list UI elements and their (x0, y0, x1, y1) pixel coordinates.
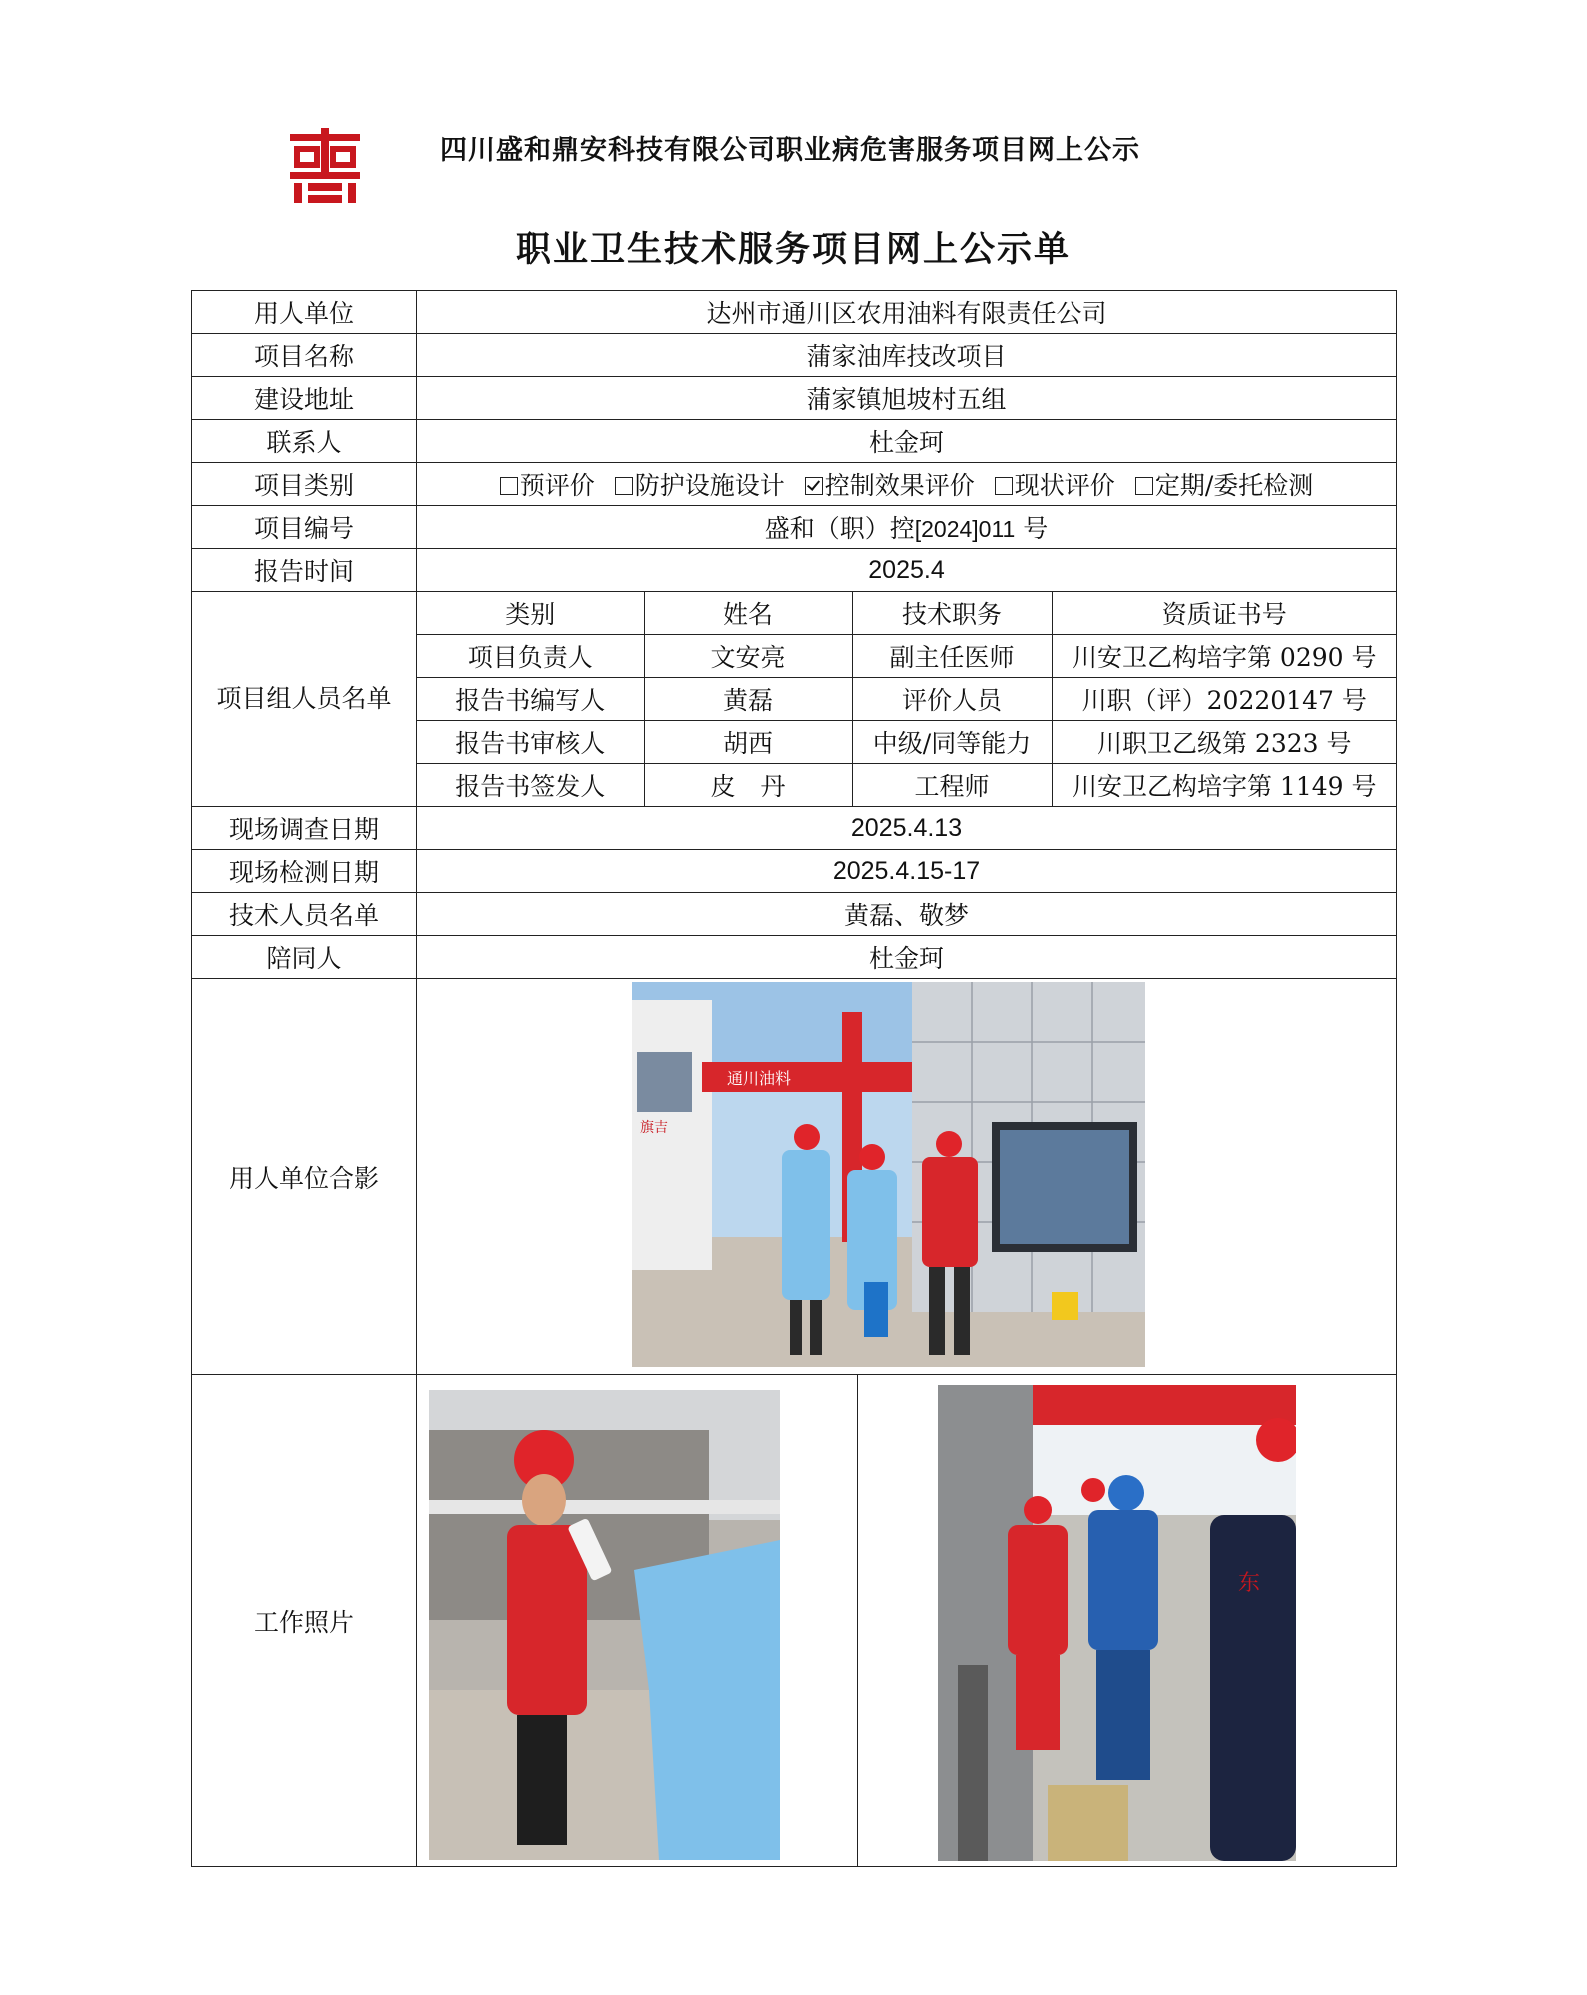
contact-value: 杜金珂 (417, 420, 1397, 463)
survey-date-value: 2025.4.13 (417, 807, 1397, 850)
row-project-name (192, 334, 1397, 377)
row-category (192, 463, 1397, 506)
team-name: 黄磊 (644, 678, 852, 721)
category-option[interactable]: 预评价 (500, 471, 595, 500)
project-name-value: 蒲家油库技改项目 (417, 334, 1397, 377)
tech-staff-label: 技术人员名单 (192, 893, 417, 936)
team-header-cell: 姓名 (644, 592, 852, 635)
team-header-row (417, 592, 1396, 635)
row-group-photo (192, 979, 1397, 1375)
team-title: 工程师 (852, 764, 1052, 807)
category-options (417, 463, 1397, 506)
team-name: 文安亮 (644, 635, 852, 678)
row-work-photo (192, 1375, 1397, 1867)
checkbox-icon[interactable] (500, 477, 518, 495)
team-title: 中级/同等能力 (852, 721, 1052, 764)
category-option[interactable]: 现状评价 (995, 471, 1115, 500)
checkbox-icon[interactable] (615, 477, 633, 495)
table-row (417, 721, 1396, 764)
photo-divider (857, 1375, 858, 1866)
team-name: 皮 丹 (644, 764, 852, 807)
station-sign-text: 通川油料 (727, 1069, 792, 1088)
category-option[interactable]: 定期/委托检测 (1135, 471, 1313, 500)
team-cert: 川安卫乙构培字第 0290 号 (1052, 635, 1396, 678)
row-survey-date (192, 807, 1397, 850)
category-label: 项目类别 (192, 463, 417, 506)
detect-date-value: 2025.4.15-17 (417, 850, 1397, 893)
category-option[interactable]: 防护设施设计 (615, 471, 785, 500)
work-photo-label: 工作照片 (192, 1375, 417, 1867)
work-photo-site-inspection (938, 1385, 1296, 1861)
row-tech-staff (192, 893, 1397, 936)
group-photo-label: 用人单位合影 (192, 979, 417, 1375)
address-value: 蒲家镇旭坡村五组 (417, 377, 1397, 420)
row-detect-date (192, 850, 1397, 893)
team-cert: 川职卫乙级第 2323 号 (1052, 721, 1396, 764)
report-time-label: 报告时间 (192, 549, 417, 592)
workwear-text: 东 (1238, 1571, 1261, 1596)
checkbox-icon[interactable] (1135, 477, 1153, 495)
tech-staff-value: 黄磊、敬梦 (417, 893, 1397, 936)
team-role: 报告书签发人 (417, 764, 644, 807)
document-title: 职业卫生技术服务项目网上公示单 (515, 229, 1071, 270)
row-escort (192, 936, 1397, 979)
row-employer (192, 291, 1397, 334)
team-header-cell: 类别 (417, 592, 644, 635)
team-role: 项目负责人 (417, 635, 644, 678)
row-team (192, 592, 1397, 807)
row-contact (192, 420, 1397, 463)
employer-value: 达州市通川区农用油料有限责任公司 (417, 291, 1397, 334)
project-name-label: 项目名称 (192, 334, 417, 377)
employer-label: 用人单位 (192, 291, 417, 334)
checkbox-icon[interactable] (995, 477, 1013, 495)
contact-label: 联系人 (192, 420, 417, 463)
team-role: 报告书编写人 (417, 678, 644, 721)
project-no-value: 盛和（职）控[2024]011 号 (417, 506, 1397, 549)
row-report-time (192, 549, 1397, 592)
detect-date-label: 现场检测日期 (192, 850, 417, 893)
table-row (417, 635, 1396, 678)
address-label: 建设地址 (192, 377, 417, 420)
team-label: 项目组人员名单 (192, 592, 417, 807)
team-name: 胡西 (644, 721, 852, 764)
checkbox-icon[interactable] (805, 477, 823, 495)
team-role: 报告书审核人 (417, 721, 644, 764)
row-address (192, 377, 1397, 420)
team-title: 评价人员 (852, 678, 1052, 721)
team-table (417, 592, 1396, 806)
table-row (417, 678, 1396, 721)
team-header-cell: 技术职务 (852, 592, 1052, 635)
escort-label: 陪同人 (192, 936, 417, 979)
company-logo (286, 128, 364, 206)
team-cert: 川安卫乙构培字第 1149 号 (1052, 764, 1396, 807)
truck-text: 旗吉 (640, 1120, 668, 1136)
escort-value: 杜金珂 (417, 936, 1397, 979)
report-time-value: 2025.4 (417, 549, 1397, 592)
table-row (417, 764, 1396, 807)
project-no-label: 项目编号 (192, 506, 417, 549)
group-photo (632, 982, 1145, 1367)
survey-date-label: 现场调查日期 (192, 807, 417, 850)
row-project-no (192, 506, 1397, 549)
category-option[interactable]: 控制效果评价 (805, 471, 975, 500)
work-photo-noise-measurement (429, 1390, 780, 1860)
notice-form-table (191, 290, 1397, 1867)
team-title: 副主任医师 (852, 635, 1052, 678)
team-cert: 川职（评）20220147 号 (1052, 678, 1396, 721)
org-title: 四川盛和鼎安科技有限公司职业病危害服务项目网上公示 (440, 135, 1140, 166)
team-header-cell: 资质证书号 (1052, 592, 1396, 635)
